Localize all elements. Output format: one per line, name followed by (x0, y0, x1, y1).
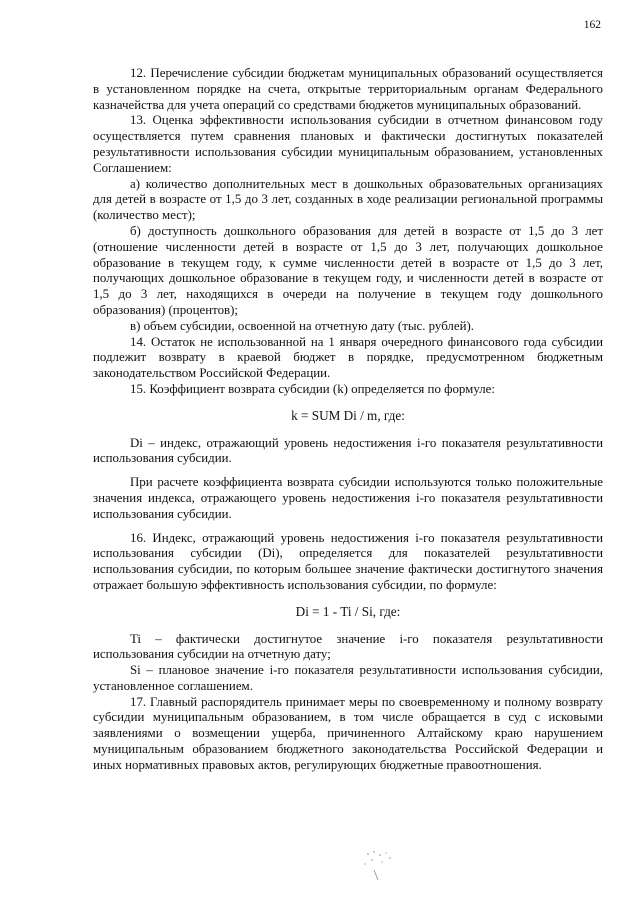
list-item-v: в) объем субсидии, освоенной на отчетную дату (тыс. рублей). (130, 318, 475, 333)
scan-artifact-marks (360, 848, 420, 888)
formula-di: Di = 1 - Ti / Si, где: (295, 603, 401, 619)
note-positive-values: При расчете коэффициента возврата субсидии используются только положительные значения индекса, отражающего уровень недостижения i-го показателя результативности использования субсидии. (93, 475, 603, 521)
list-item-b: б) доступность дошкольного образования для детей в возрасте от 1,5 до 3 лет (отношение численности детей в возрасте от 1,5 до 3 лет, получающих дошкольное образование в текущем году, к сумме численности детей в возрасте от 1,5 до 3 лет, получающих дошкольное образование в текущем году, и численности детей в возрасте от 1,5 до 3 лет, находящихся в очереди на получение в текущем году дошкольного образования) (процентов); (93, 223, 603, 317)
paragraph-15: 15. Коэффициент возврата субсидии (k) определяется по формуле: (130, 381, 495, 396)
paragraph-12: 12. Перечисление субсидии бюджетам муниципальных образований осуществляется в установленном порядке на счета, открытые территориальным органам Федерального казначейства для учета операций со средствами бюджетов муниципальных образований. (93, 66, 603, 112)
paragraph-13: 13. Оценка эффективности использования субсидии в отчетном финансовом году осуществляется путем сравнения плановых и фактически достигнутых показателей результативности использования субсидии муниципальным образованием, установленных Соглашением: (93, 113, 603, 175)
paragraph-14: 14. Остаток не использованной на 1 января очередного финансового года субсидии подлежит возврату в краевой бюджет в порядке, предусмотренном бюджетным законодательством Российской Федерации. (93, 334, 603, 381)
definition-si: Si – плановое значение i-го показателя результативности использования субсидии, установленное соглашением. (93, 663, 603, 693)
paragraph-16: 16. Индекс, отражающий уровень недостижения i-го показателя результативности использования субсидии (Di), определяется для показателей результативности использования субсидии, по которым большее значение фактически достигнутого значения отражает большую эффективность использования субсидии, по формуле: (93, 530, 603, 592)
document-body (93, 66, 603, 774)
list-item-a: а) количество дополнительных мест в дошкольных образовательных организациях для детей в возрасте от 1,5 до 3 лет, созданных в ходе реализации региональной программы (количество мест); (93, 176, 603, 223)
page-number: 162 (583, 19, 601, 31)
definition-ti: Ti – фактически достигнутое значение i-го показателя результативности использования субсидии на отчетную дату; (93, 631, 603, 662)
formula-k: k = SUM Di / m, где: (291, 407, 405, 423)
paragraph-17: 17. Главный распорядитель принимает меры по своевременному и полному возврату субсидии муниципальным образованием, в том числе обращается в суд с исковыми заявлениями о возмещении ущерба, причиненного Алтайскому краю нарушением муниципальным образованием бюджетного законодательства Российской Федерации и иных нормативных правовых актов, регулирующих бюджетные правоотношения. (93, 694, 603, 772)
definition-di: Di – индекс, отражающий уровень недостижения i-го показателя результативности использования субсидии. (93, 435, 603, 466)
